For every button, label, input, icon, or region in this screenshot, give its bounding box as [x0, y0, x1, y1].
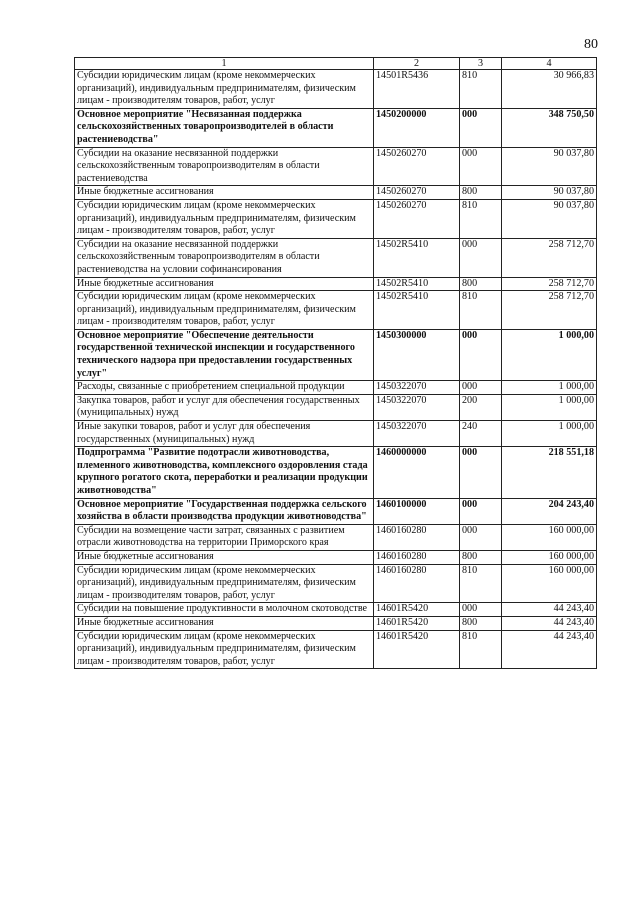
- row-type-cell: 810: [460, 70, 502, 109]
- row-name-cell: Иные бюджетные ассигнования: [75, 277, 374, 291]
- row-type-cell: 800: [460, 277, 502, 291]
- row-code-cell: 1460000000: [374, 447, 460, 498]
- row-code-cell: 1450200000: [374, 108, 460, 147]
- table-row: [75, 329, 597, 380]
- table-row: [75, 277, 597, 291]
- table-row: [75, 238, 597, 277]
- row-type-cell: 000: [460, 147, 502, 186]
- header-cell-name: 1: [75, 58, 374, 70]
- row-name-cell: Субсидии юридическим лицам (кроме некоммерческих организаций), индивидуальным предпринимателям, физическим лицам - производителям товаров, работ, услуг: [75, 630, 374, 669]
- table-row: [75, 603, 597, 617]
- row-name-cell: Основное мероприятие "Государственная поддержка сельского хозяйства в области производства продукции животноводства": [75, 498, 374, 524]
- row-sum-cell: 1 000,00: [502, 381, 597, 395]
- row-sum-cell: 258 712,70: [502, 238, 597, 277]
- row-sum-cell: 90 037,80: [502, 186, 597, 200]
- row-name-cell: Субсидии юридическим лицам (кроме некоммерческих организаций), индивидуальным предпринимателям, физическим лицам - производителям товаров, работ, услуг: [75, 564, 374, 603]
- row-type-cell: 800: [460, 186, 502, 200]
- table-row: [75, 550, 597, 564]
- row-sum-cell: 44 243,40: [502, 603, 597, 617]
- table-row: [75, 498, 597, 524]
- row-code-cell: 1460160280: [374, 564, 460, 603]
- row-type-cell: 240: [460, 421, 502, 447]
- budget-table-body: [75, 58, 597, 669]
- row-sum-cell: 258 712,70: [502, 291, 597, 330]
- row-name-cell: Субсидии на возмещение части затрат, связанных с развитием отрасли животноводства на территории Приморского края: [75, 524, 374, 550]
- row-sum-cell: 160 000,00: [502, 564, 597, 603]
- table-row: [75, 381, 597, 395]
- row-code-cell: 14601R5420: [374, 603, 460, 617]
- row-sum-cell: 160 000,00: [502, 550, 597, 564]
- row-code-cell: 14501R5436: [374, 70, 460, 109]
- row-code-cell: 14502R5410: [374, 238, 460, 277]
- row-name-cell: Закупка товаров, работ и услуг для обеспечения государственных (муниципальных) нужд: [75, 394, 374, 420]
- table-row: [75, 147, 597, 186]
- row-code-cell: 1450260270: [374, 147, 460, 186]
- row-type-cell: 200: [460, 394, 502, 420]
- table-row: [75, 630, 597, 669]
- row-name-cell: Основное мероприятие "Несвязанная поддержка сельскохозяйственных товаропроизводителей в области растениеводства": [75, 108, 374, 147]
- row-code-cell: 14502R5410: [374, 277, 460, 291]
- row-code-cell: 1450322070: [374, 381, 460, 395]
- table-row: [75, 447, 597, 498]
- row-name-cell: Субсидии юридическим лицам (кроме некоммерческих организаций), индивидуальным предпринимателям, физическим лицам - производителям товаров, работ, услуг: [75, 199, 374, 238]
- row-type-cell: 810: [460, 199, 502, 238]
- row-type-cell: 000: [460, 238, 502, 277]
- header-cell-code: 2: [374, 58, 460, 70]
- row-code-cell: 1460160280: [374, 550, 460, 564]
- row-code-cell: 14601R5420: [374, 616, 460, 630]
- row-type-cell: 000: [460, 108, 502, 147]
- row-sum-cell: 1 000,00: [502, 329, 597, 380]
- row-code-cell: 1460100000: [374, 498, 460, 524]
- row-sum-cell: 218 551,18: [502, 447, 597, 498]
- row-name-cell: Субсидии на оказание несвязанной поддержки сельскохозяйственным товаропроизводителям в области растениеводства на условии софинансирования: [75, 238, 374, 277]
- row-sum-cell: 1 000,00: [502, 394, 597, 420]
- row-code-cell: 1450322070: [374, 421, 460, 447]
- table-row: [75, 108, 597, 147]
- row-name-cell: Подпрограмма "Развитие подотрасли животноводства, племенного животноводства, комплексного оздоровления стада крупного рогатого скота, переработки и реализации продукции животноводства": [75, 447, 374, 498]
- row-name-cell: Субсидии юридическим лицам (кроме некоммерческих организаций), индивидуальным предпринимателям, физическим лицам - производителям товаров, работ, услуг: [75, 291, 374, 330]
- row-type-cell: 810: [460, 564, 502, 603]
- header-cell-sum: 4: [502, 58, 597, 70]
- row-code-cell: 1450260270: [374, 199, 460, 238]
- table-row: [75, 394, 597, 420]
- row-code-cell: 1450300000: [374, 329, 460, 380]
- row-code-cell: 1450260270: [374, 186, 460, 200]
- table-row: [75, 564, 597, 603]
- table-header-row: [75, 58, 597, 70]
- row-name-cell: Субсидии на повышение продуктивности в молочном скотоводстве: [75, 603, 374, 617]
- row-code-cell: 1450322070: [374, 394, 460, 420]
- table-row: [75, 421, 597, 447]
- row-name-cell: Расходы, связанные с приобретением специальной продукции: [75, 381, 374, 395]
- row-sum-cell: 348 750,50: [502, 108, 597, 147]
- row-name-cell: Основное мероприятие "Обеспечение деятельности государственной технической инспекции и государственного технического надзора при предоставлении государственных услуг": [75, 329, 374, 380]
- row-sum-cell: 90 037,80: [502, 147, 597, 186]
- row-type-cell: 000: [460, 524, 502, 550]
- budget-table: [74, 57, 597, 669]
- row-code-cell: 14601R5420: [374, 630, 460, 669]
- table-row: [75, 616, 597, 630]
- row-type-cell: 800: [460, 616, 502, 630]
- row-name-cell: Иные бюджетные ассигнования: [75, 186, 374, 200]
- row-type-cell: 000: [460, 498, 502, 524]
- row-sum-cell: 160 000,00: [502, 524, 597, 550]
- header-cell-type: 3: [460, 58, 502, 70]
- row-code-cell: 14502R5410: [374, 291, 460, 330]
- row-type-cell: 810: [460, 630, 502, 669]
- row-sum-cell: 44 243,40: [502, 630, 597, 669]
- row-name-cell: Субсидии на оказание несвязанной поддержки сельскохозяйственным товаропроизводителям в области растениеводства: [75, 147, 374, 186]
- row-sum-cell: 1 000,00: [502, 421, 597, 447]
- page-number: 80: [584, 37, 598, 52]
- row-name-cell: Иные бюджетные ассигнования: [75, 616, 374, 630]
- table-row: [75, 199, 597, 238]
- row-type-cell: 810: [460, 291, 502, 330]
- table-row: [75, 291, 597, 330]
- row-sum-cell: 258 712,70: [502, 277, 597, 291]
- row-type-cell: 000: [460, 381, 502, 395]
- row-type-cell: 000: [460, 447, 502, 498]
- row-sum-cell: 30 966,83: [502, 70, 597, 109]
- row-name-cell: Иные бюджетные ассигнования: [75, 550, 374, 564]
- row-type-cell: 800: [460, 550, 502, 564]
- table-row: [75, 186, 597, 200]
- row-sum-cell: 90 037,80: [502, 199, 597, 238]
- row-type-cell: 000: [460, 603, 502, 617]
- row-sum-cell: 204 243,40: [502, 498, 597, 524]
- row-name-cell: Субсидии юридическим лицам (кроме некоммерческих организаций), индивидуальным предпринимателям, физическим лицам - производителям товаров, работ, услуг: [75, 70, 374, 109]
- row-type-cell: 000: [460, 329, 502, 380]
- row-sum-cell: 44 243,40: [502, 616, 597, 630]
- row-name-cell: Иные закупки товаров, работ и услуг для обеспечения государственных (муниципальных) нужд: [75, 421, 374, 447]
- row-code-cell: 1460160280: [374, 524, 460, 550]
- table-row: [75, 70, 597, 109]
- table-row: [75, 524, 597, 550]
